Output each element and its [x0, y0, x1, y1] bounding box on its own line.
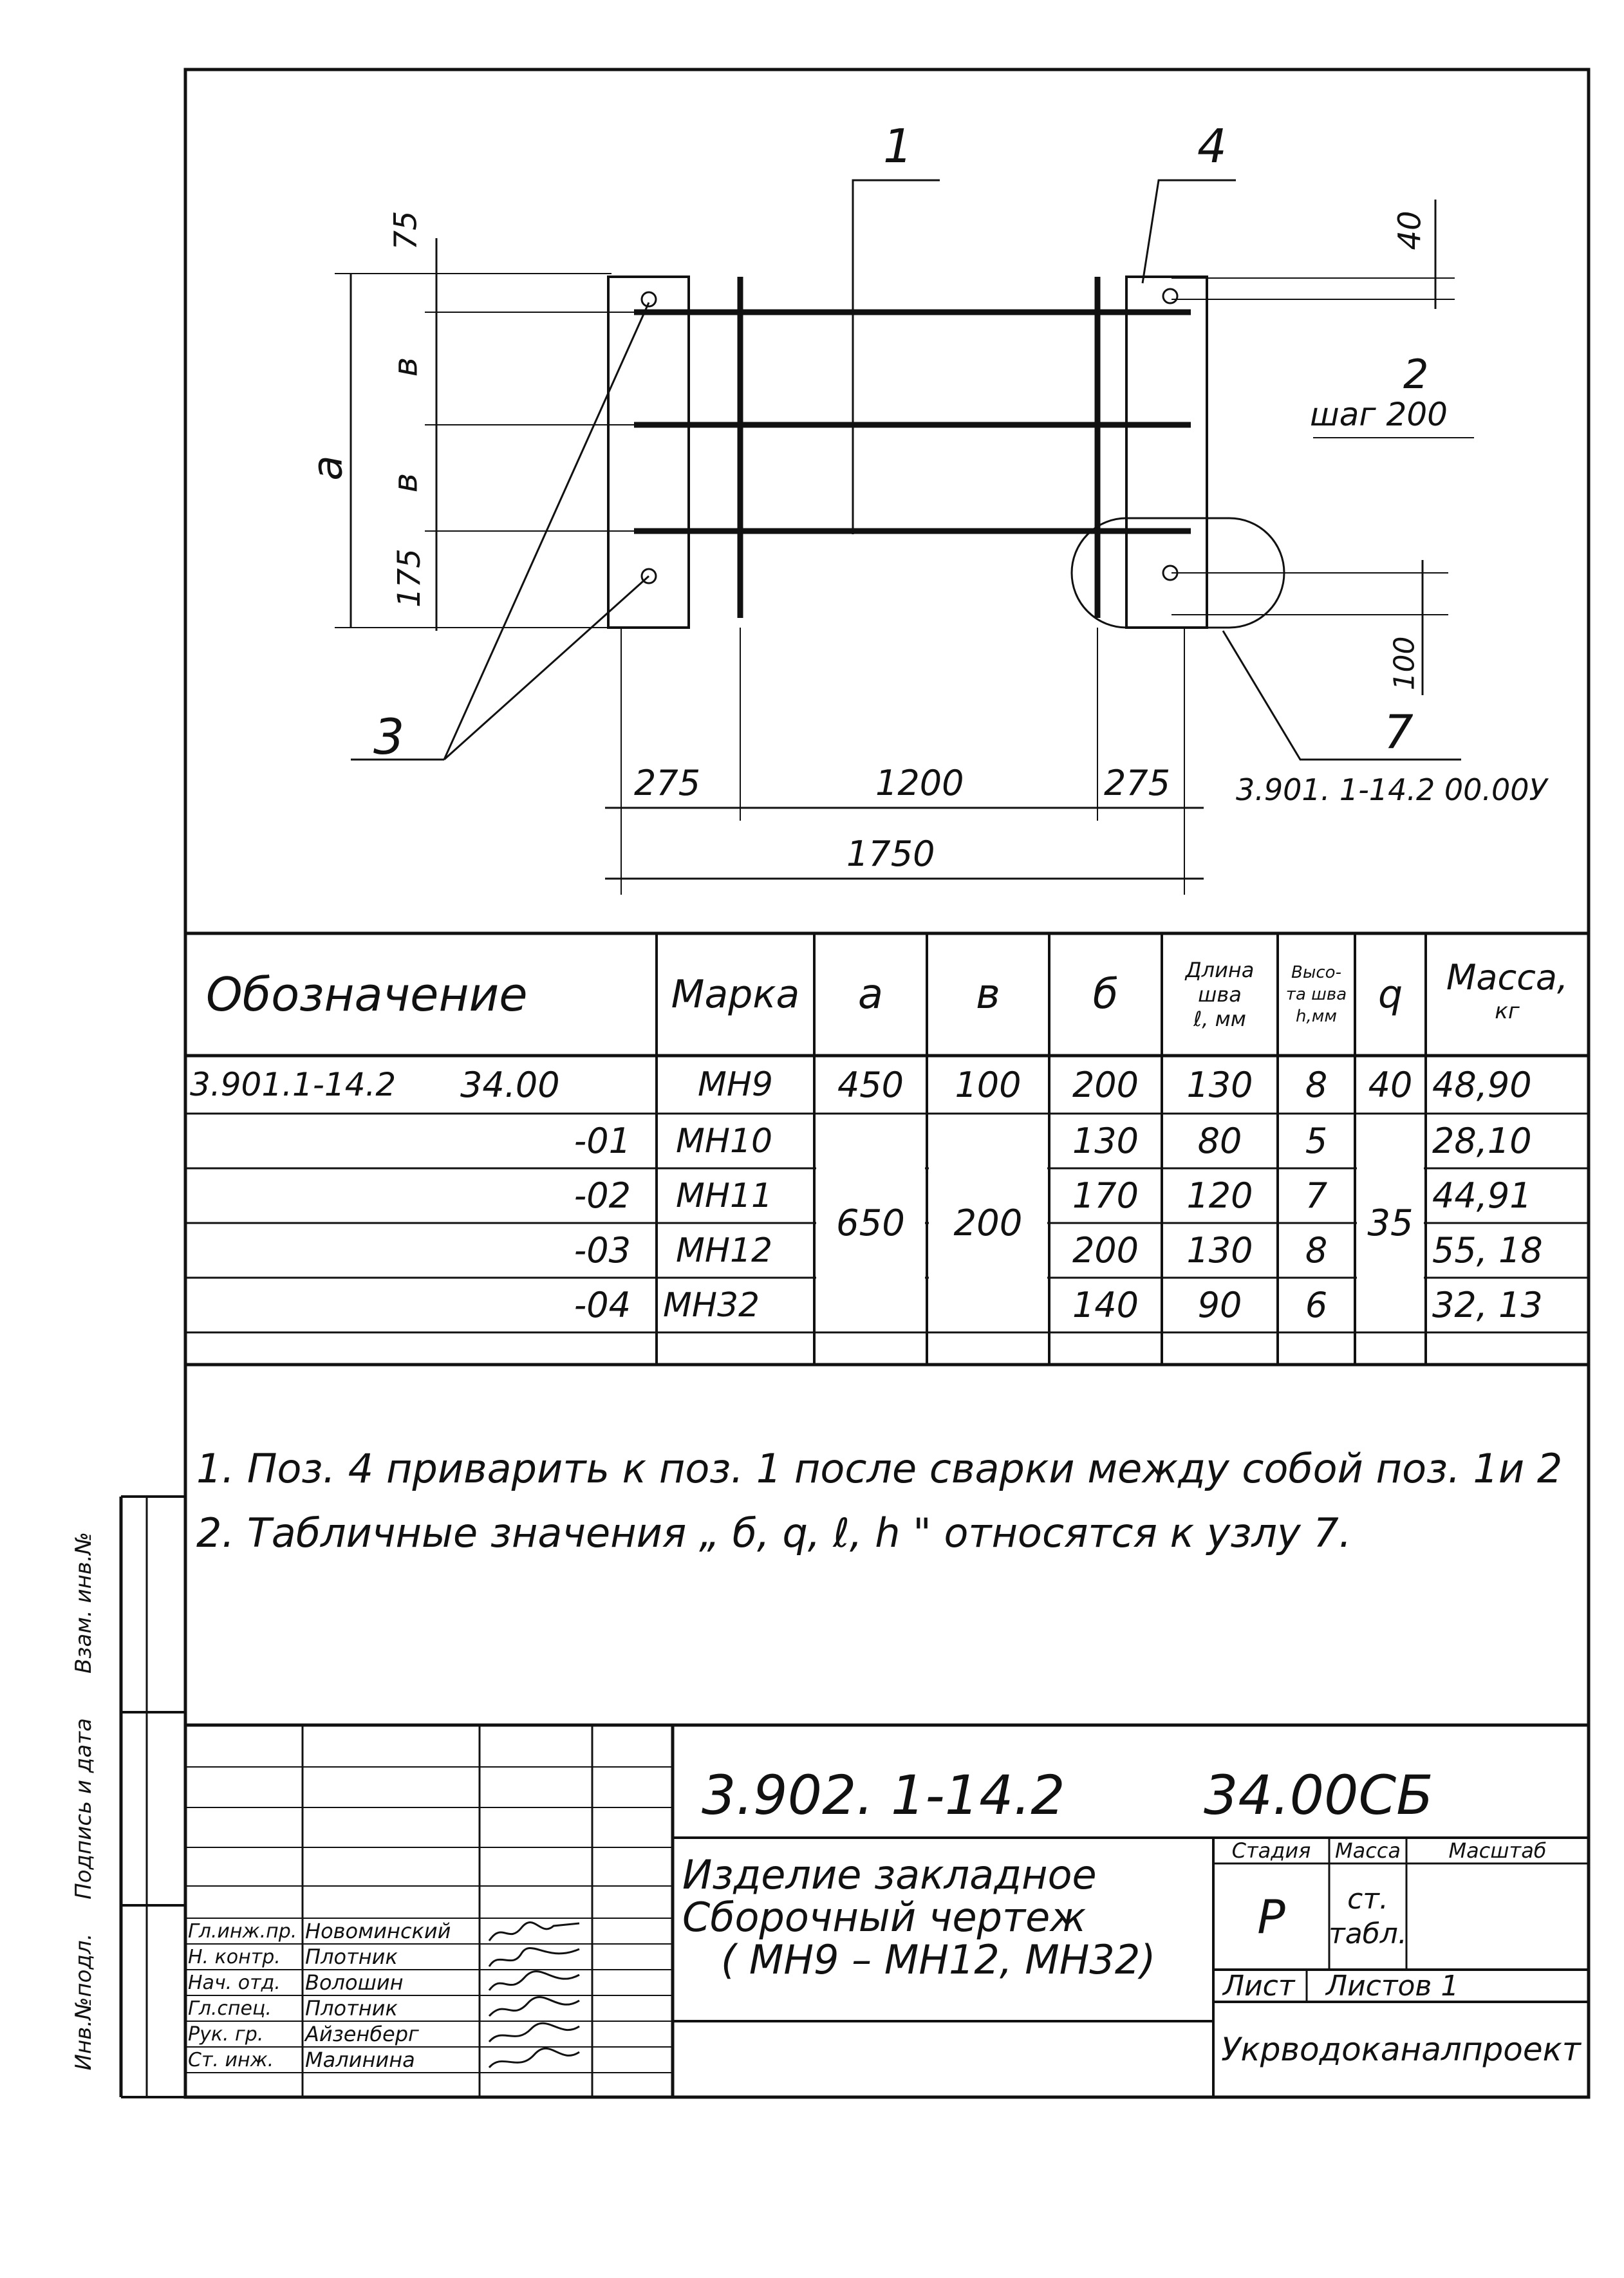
signature-0 [489, 1923, 579, 1941]
organization: Укрводоканалпроект [1221, 2031, 1581, 2068]
row4-mark: МН32 [663, 1285, 760, 1325]
row0-bb: 200 [1072, 1064, 1139, 1105]
row0-h: 8 [1305, 1064, 1328, 1105]
callout-pos3: 3 [373, 708, 405, 765]
note-2: 2. Табличные значения „ б, q, ℓ, h " относятся к узлу 7. [196, 1509, 1352, 1556]
name-4: Айзенберг [305, 2022, 419, 2046]
header-q: q [1377, 972, 1403, 1017]
dim-b2: в [386, 472, 425, 493]
row1-mass: 28,10 [1432, 1121, 1532, 1161]
right-plate [1126, 277, 1207, 628]
callout-pos2: 2 [1403, 351, 1429, 398]
name-2: Волошин [305, 1970, 404, 1995]
merged-q: 35 [1357, 1116, 1424, 1330]
row4-code: -04 [574, 1285, 631, 1325]
role-5: Ст. инж. [188, 2048, 274, 2071]
row0-mark: МН9 [697, 1065, 774, 1104]
scale-label: Масштаб [1448, 1838, 1547, 1863]
header-weld-height-line2: та шва [1285, 985, 1347, 1004]
row3-mass: 55, 18 [1432, 1230, 1543, 1271]
callout-pos1: 1 [883, 119, 913, 173]
dim-bottom-175: 175 [391, 548, 427, 608]
mass-value-line1: ст. [1347, 1882, 1388, 1916]
signature-5 [489, 2048, 579, 2068]
dim-b1: в [386, 357, 425, 377]
header-weld-height-line3: h,мм [1296, 1007, 1337, 1026]
dim-h-overall: 1750 [846, 834, 935, 874]
doc-number: 3.902. 1-14.2 [702, 1764, 1065, 1827]
role-0: Гл.инж.пр. [188, 1919, 297, 1943]
header-mass [1426, 937, 1589, 1052]
role-4: Рук. гр. [188, 2022, 264, 2046]
row3-h: 8 [1305, 1230, 1328, 1271]
stage-label: Стадия [1231, 1838, 1311, 1863]
row1-code: -01 [574, 1121, 631, 1161]
callout-pos7: 7 [1384, 705, 1414, 759]
title-line-2: Сборочный чертеж [682, 1894, 1087, 1941]
row2-mark: МН11 [676, 1176, 773, 1215]
sheet-label: Лист [1223, 1969, 1295, 2003]
row2-l: 120 [1186, 1175, 1253, 1216]
left-plate [608, 277, 689, 628]
header-weld-length-line2: шва [1198, 982, 1242, 1007]
row2-code: -02 [574, 1175, 631, 1216]
row0-code: 34.00 [460, 1064, 560, 1105]
callout-pos4: 4 [1197, 119, 1227, 173]
row3-l: 130 [1186, 1230, 1253, 1271]
sheets-label: Листов 1 [1326, 1969, 1459, 2003]
title-lines [682, 1851, 1156, 1983]
signature-1 [489, 1948, 579, 1966]
stamp-signature-date: Подпись и дата [71, 1718, 97, 1900]
row4-h: 6 [1305, 1285, 1328, 1325]
signatures [483, 1918, 592, 2092]
signature-2 [489, 1972, 579, 1990]
row0-b: 100 [955, 1064, 1022, 1105]
row0-l: 130 [1186, 1064, 1253, 1105]
row3-code: -03 [574, 1230, 631, 1271]
callout-pos7-ref: 3.901. 1-14.2 00.00У [1236, 772, 1547, 807]
dim-top-75: 75 [387, 210, 424, 250]
doc-code: 34.00СБ [1204, 1764, 1433, 1827]
row4-bb: 140 [1072, 1285, 1139, 1325]
name-1: Плотник [305, 1945, 398, 1969]
callout-pos2-step: шаг 200 [1310, 396, 1448, 433]
row1-h: 5 [1305, 1121, 1328, 1161]
row1-bb: 130 [1072, 1121, 1139, 1161]
name-3: Плотник [305, 1996, 398, 2021]
merged-b: 200 [929, 1116, 1047, 1330]
header-weld-length [1162, 937, 1278, 1052]
merged-a: 650 [816, 1116, 925, 1330]
signature-3 [489, 1997, 579, 2016]
dim-right-40: 40 [1392, 210, 1428, 250]
header-weld-height-line1: Высо- [1291, 963, 1341, 982]
row0-mass: 48,90 [1432, 1064, 1532, 1105]
row1-l: 80 [1197, 1121, 1242, 1161]
header-a: а [857, 971, 884, 1018]
name-5: Малинина [305, 2048, 415, 2072]
row2-mass: 44,91 [1432, 1175, 1532, 1216]
row4-mass: 32, 13 [1432, 1285, 1543, 1325]
role-1: Н. контр. [188, 1945, 281, 1968]
mass-value-line2: табл. [1329, 1917, 1407, 1950]
header-weld-length-line3: ℓ, мм [1193, 1007, 1246, 1031]
row3-bb: 200 [1072, 1230, 1139, 1271]
header-weld-height [1278, 937, 1355, 1052]
mass-value [1329, 1863, 1406, 1970]
header-weld-length-line1: Длина [1185, 958, 1255, 982]
role-3: Гл.спец. [188, 1997, 272, 2020]
dim-h-middle: 1200 [875, 763, 964, 803]
row0-a: 450 [837, 1064, 904, 1105]
title-line-1: Изделие закладное [682, 1851, 1097, 1898]
dim-h-right: 275 [1104, 763, 1171, 803]
row1-mark: МН10 [676, 1121, 773, 1161]
role-2: Нач. отд. [188, 1971, 281, 1994]
signature-4 [489, 2023, 579, 2042]
stage-value: Р [1257, 1889, 1285, 1944]
row0-designation: 3.901.1-14.2 [190, 1066, 397, 1103]
header-mass-line1: Масса, [1446, 957, 1569, 998]
row2-bb: 170 [1072, 1175, 1139, 1216]
row2-h: 7 [1305, 1175, 1328, 1216]
row3-mark: МН12 [676, 1231, 773, 1270]
dim-overall-a: а [304, 455, 352, 481]
stamp-replaced-inv: Взам. инв.№ [71, 1531, 97, 1674]
title-line-3: ( МН9 – МН12, МН32) [721, 1936, 1156, 1983]
header-mass-line2: кг [1495, 998, 1520, 1024]
stamp-inv-no-orig: Инв.№подл. [71, 1933, 97, 2071]
name-0: Новоминский [305, 1919, 451, 1943]
row0-q: 40 [1368, 1064, 1413, 1105]
header-designation: Обозначение [206, 967, 528, 1022]
header-mark: Марка [671, 972, 800, 1017]
dim-right-100: 100 [1388, 636, 1421, 691]
row4-l: 90 [1197, 1285, 1242, 1325]
mass-label: Масса [1334, 1838, 1401, 1863]
dim-h-left: 275 [634, 763, 701, 803]
header-bb: б [1092, 971, 1119, 1018]
note-1: 1. Поз. 4 приварить к поз. 1 после сварки между собой поз. 1и 2 [196, 1445, 1563, 1492]
header-b: в [976, 971, 1000, 1018]
